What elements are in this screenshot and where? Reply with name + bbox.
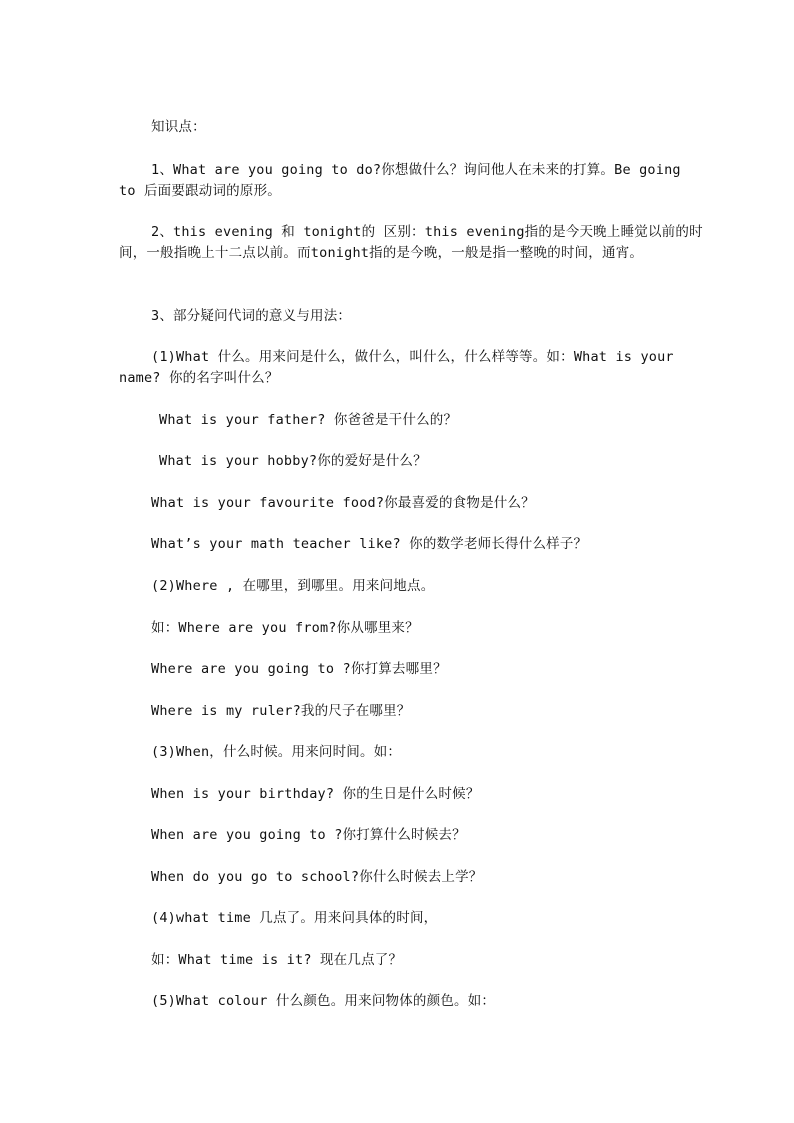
paragraph-point-2: 2、this evening 和 tonight的 区别：this evening指的是今天晚上睡觉以前的时间，一般指晚上十二点以前。而tonight指的是今晚，一般是指一整晚的时间，通宵。 bbox=[119, 224, 703, 261]
example-line: What is your favourite food?你最喜爱的食物是什么？ bbox=[151, 495, 535, 511]
paragraph-what: (1)What 什么。用来问是什么，做什么，叫什么，什么样等等。如：What is your name? 你的名字叫什么？ bbox=[119, 349, 674, 386]
paragraph-point-3: 3、部分疑问代词的意义与用法： bbox=[151, 308, 352, 324]
example-line: What is your hobby?你的爱好是什么？ bbox=[159, 453, 427, 469]
subsection-what-time: (4)what time 几点了。用来问具体的时间， bbox=[151, 910, 438, 926]
example-line: 如：Where are you from?你从哪里来？ bbox=[151, 620, 419, 636]
example-line: What’s your math teacher like? 你的数学老师长得什么样子？ bbox=[151, 536, 588, 552]
subsection-when: (3)When，什么时候。用来问时间。如： bbox=[151, 744, 402, 760]
paragraph-point-1: 1、What are you going to do?你想做什么？询问他人在未来的打算。Be going to 后面要跟动词的原形。 bbox=[119, 162, 681, 199]
example-line: 如：What time is it? 现在几点了？ bbox=[151, 952, 403, 968]
example-line: What is your father? 你爸爸是干什么的？ bbox=[159, 412, 458, 428]
example-line: When are you going to ?你打算什么时候去？ bbox=[151, 827, 466, 843]
subsection-what-colour: (5)What colour 什么颜色。用来问物体的颜色。如： bbox=[151, 993, 496, 1009]
section-heading: 知识点： bbox=[151, 119, 206, 135]
subsection-where: (2)Where , 在哪里，到哪里。用来问地点。 bbox=[151, 578, 435, 594]
example-line: When is your birthday? 你的生日是什么时候？ bbox=[151, 786, 480, 802]
example-line: When do you go to school?你什么时候去上学？ bbox=[151, 869, 483, 885]
example-line: Where is my ruler?我的尺子在哪里？ bbox=[151, 703, 411, 719]
example-line: Where are you going to ?你打算去哪里？ bbox=[151, 661, 447, 677]
